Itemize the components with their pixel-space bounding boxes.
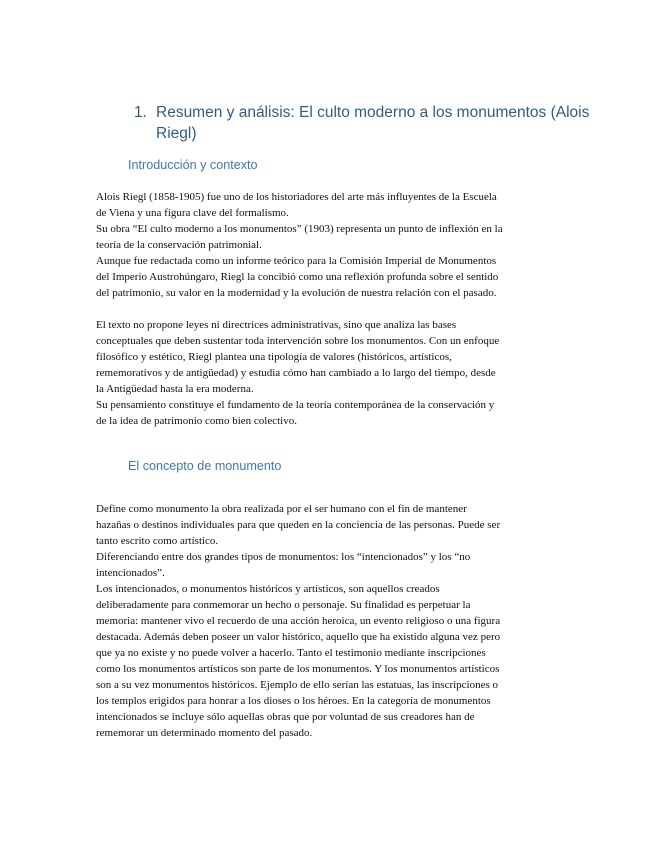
title-line-2: Riegl)	[156, 125, 197, 142]
text-line: intencionados”.	[96, 567, 165, 579]
text-line: rememorar un determinado momento del pasado.	[96, 727, 313, 739]
text-line: deliberadamente para conmemorar un hecho o personaje. Su finalidad es perpetuar la	[96, 599, 471, 611]
text-line: son a su vez monumentos históricos. Ejemplo de ello serían las estatuas, las inscripciones o	[96, 679, 499, 691]
title-number: 1.	[134, 104, 147, 121]
text-line: teoría de la conservación patrimonial.	[96, 239, 262, 251]
text-line: Aunque fue redactada como un informe teórico para la Comisión Imperial de Monumentos	[96, 255, 497, 267]
text-line: filosófico y estético, Riegl plantea una tipología de valores (históricos, artísticos,	[96, 351, 452, 363]
text-line: Su pensamiento constituye el fundamento de la teoría contemporánea de la conservación y	[96, 399, 495, 411]
text-line: como los monumentos artísticos son parte de los monumentos. Y los monumentos artísticos	[96, 663, 500, 675]
text-line: Los intencionados, o monumentos históricos y artísticos, son aquellos creados	[96, 583, 440, 595]
text-line: de Viena y una figura clave del formalismo.	[96, 207, 289, 219]
text-line: Su obra “El culto moderno a los monumentos” (1903) representa un punto de inflexión en la	[96, 223, 503, 235]
text-line: destacada. Además deben poseer un valor histórico, aquello que ha existido alguna vez pero	[96, 631, 501, 643]
text-line: los templos erigidos para honrar a los dioses o los héroes. En la categoría de monumentos	[96, 695, 491, 707]
text-line: Define como monumento la obra realizada por el ser humano con el fin de mantener	[96, 503, 467, 515]
section-heading-concepto: El concepto de monumento	[128, 459, 282, 473]
text-line: que ya no existe y no puede volver a hacerlo. Tanto el testimonio mediante inscripciones	[96, 647, 486, 659]
text-line: Diferenciando entre dos grandes tipos de monumentos: los “intencionados” y los “no	[96, 551, 471, 563]
text-line: la Antigüedad hasta la era moderna.	[96, 383, 254, 395]
text-line: hazañas o destinos individuales para que queden en la conciencia de las personas. Puede ser	[96, 519, 501, 531]
text-line: tanto escrito como artístico.	[96, 535, 219, 547]
title-line-1: Resumen y análisis: El culto moderno a los monumentos (Alois	[156, 104, 590, 121]
text-line: intencionados se incluye sólo aquellas obras que por voluntad de sus creadores han de	[96, 711, 475, 723]
text-line: El texto no propone leyes ni directrices administrativas, sino que analiza las bases	[96, 319, 457, 331]
text-line: del patrimonio, su valor en la modernidad y la evolución de nuestra relación con el pasado.	[96, 287, 497, 299]
text-line: memoria: mantener vivo el recuerdo de una acción heroica, un evento religioso o una figura	[96, 615, 501, 627]
text-line: de la idea de patrimonio como bien colectivo.	[96, 415, 297, 427]
text-line: rememorativos y de antigüedad) y estudia cómo han cambiado a lo largo del tiempo, desde	[96, 367, 496, 379]
section-heading-introduccion: Introducción y contexto	[128, 158, 258, 172]
text-line: del Imperio Austrohúngaro, Riegl la concibió como una reflexión profunda sobre el sentido	[96, 271, 499, 283]
text-line: Alois Riegl (1858-1905) fue uno de los historiadores del arte más influyentes de la Escuela	[96, 191, 497, 203]
text-line: conceptuales que deben sustentar toda intervención sobre los monumentos. Con un enfoque	[96, 335, 500, 347]
